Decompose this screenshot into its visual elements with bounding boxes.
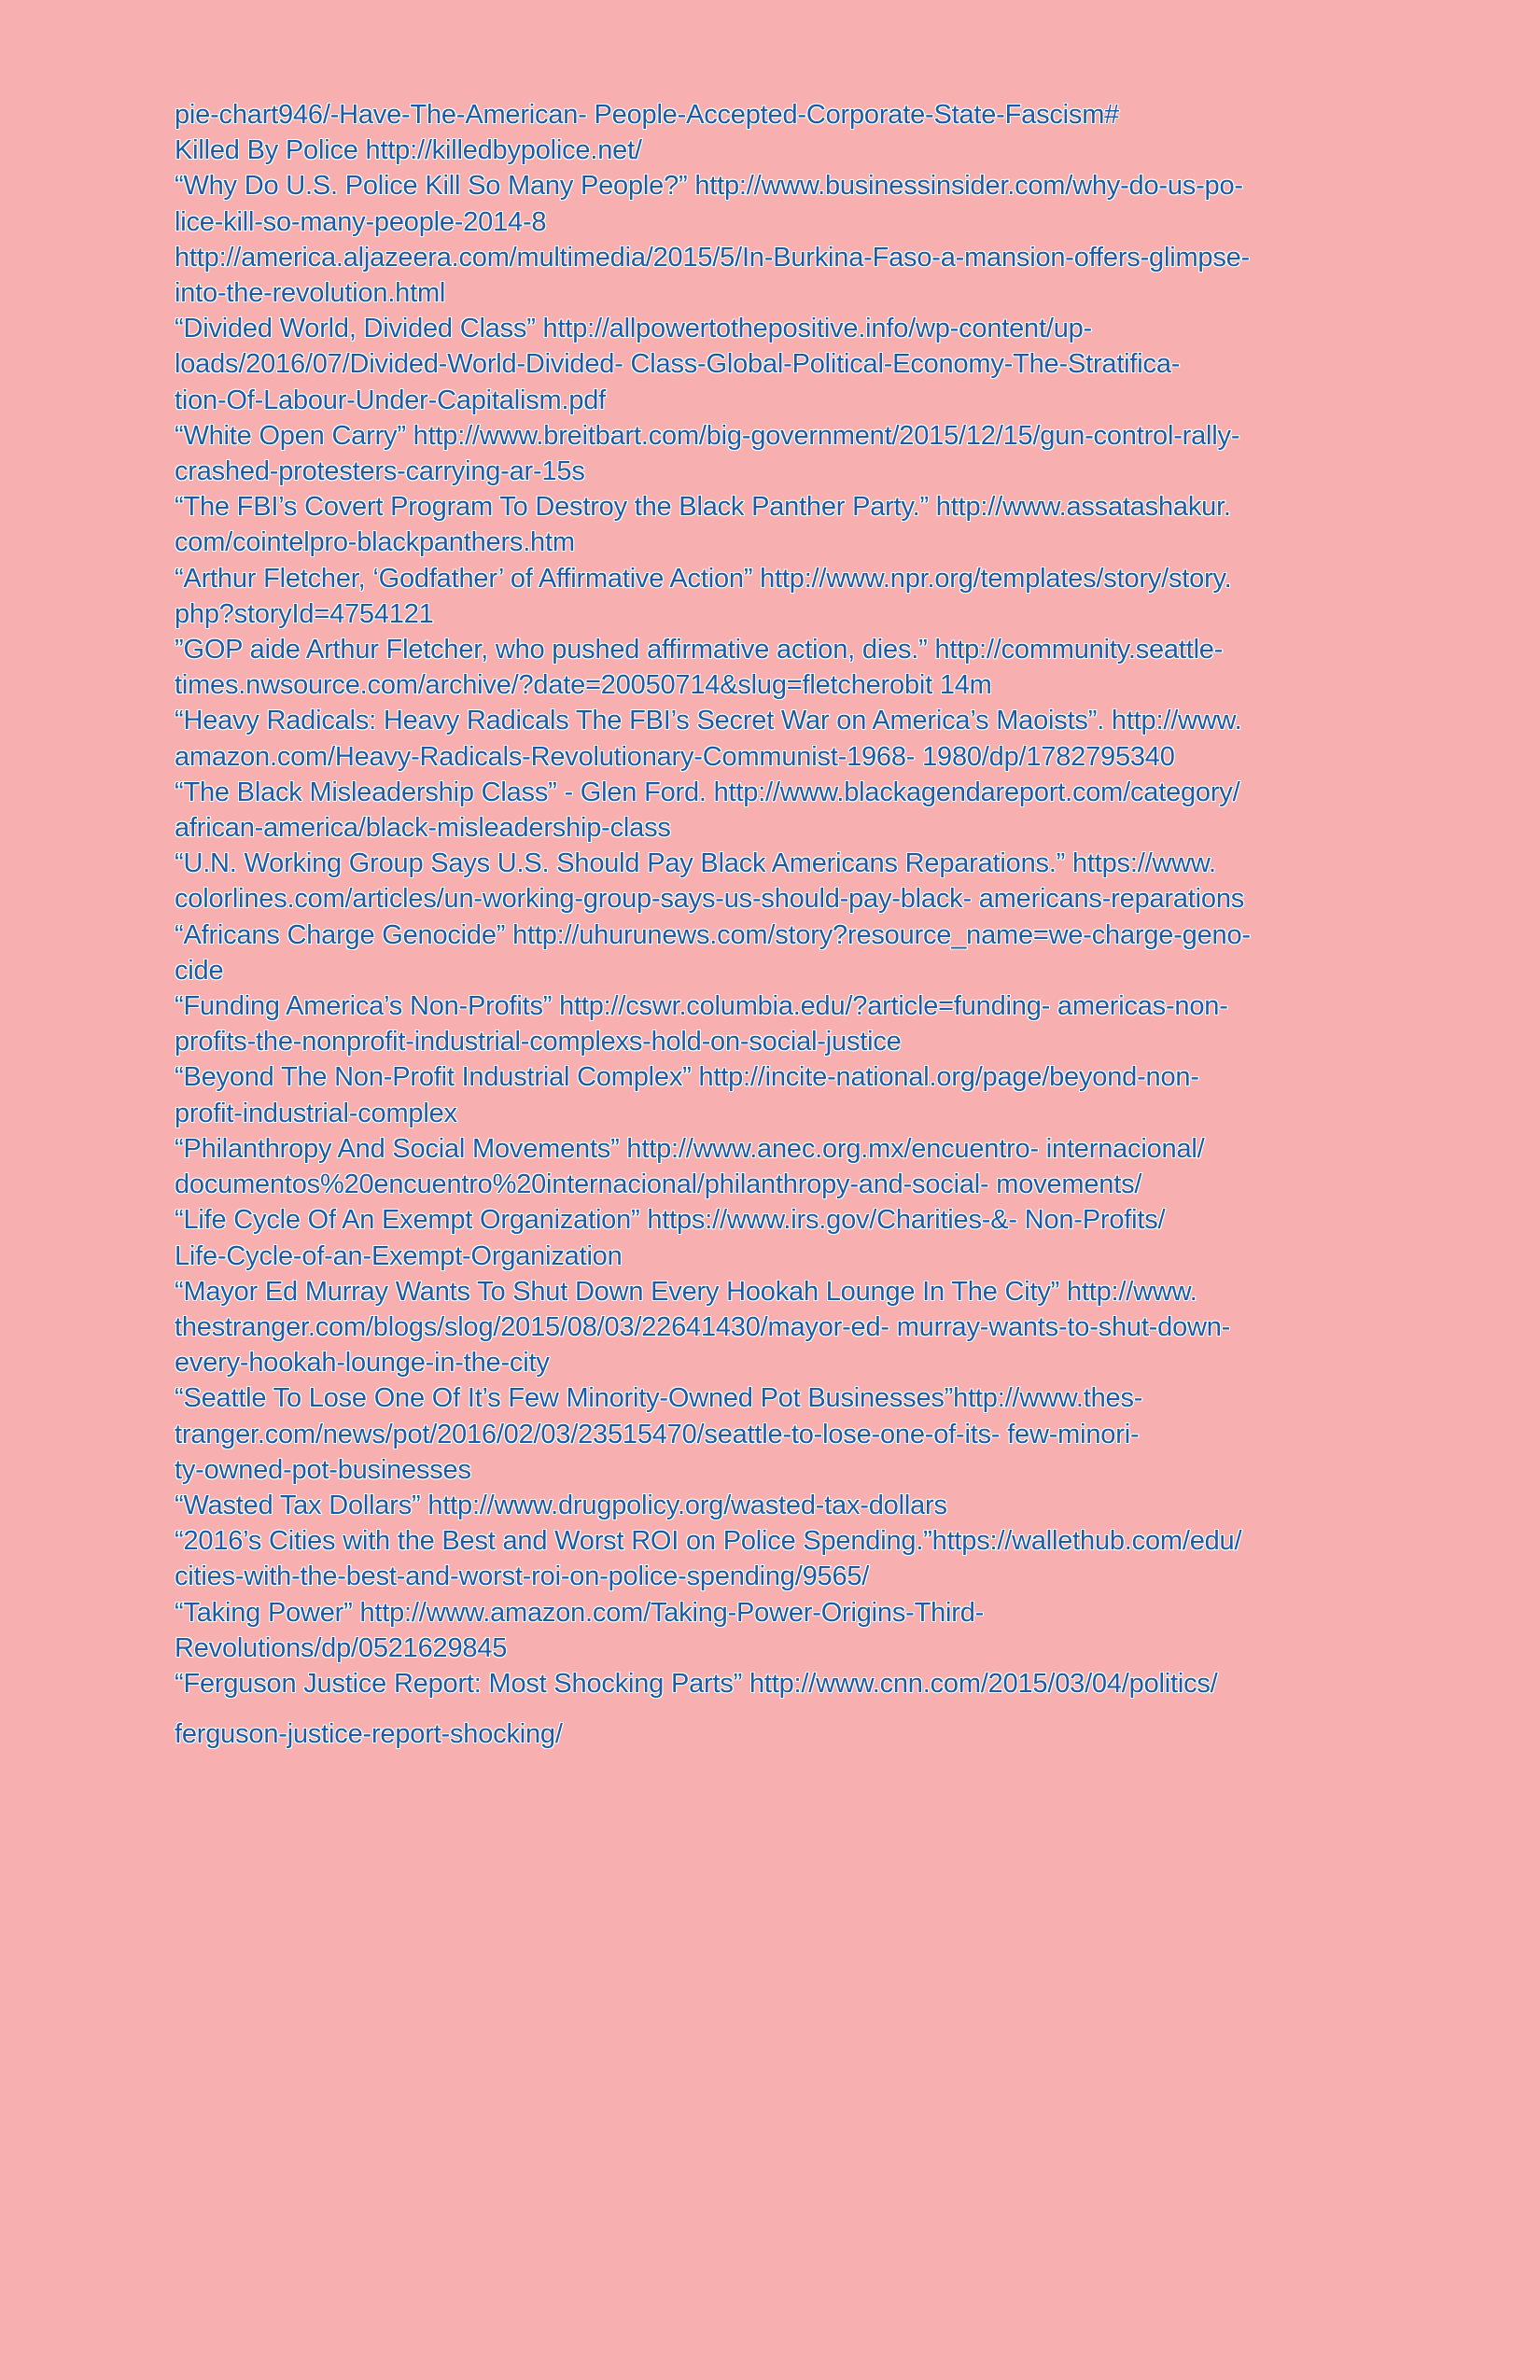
reference-line: ferguson-justice-report-shocking/ xyxy=(175,1719,563,1750)
reference-line: “Arthur Fletcher, ‘Godfather’ of Affirmative Action” http://www.npr.org/templates/story/story. xyxy=(175,563,1232,594)
reference-line: “Africans Charge Genocide” http://uhurunews.com/story?resource_name=we-charge-geno- xyxy=(175,919,1251,950)
reference-line: thestranger.com/blogs/slog/2015/08/03/22641430/mayor-ed- murray-wants-to-shut-down- xyxy=(175,1311,1231,1342)
reference-line: “Life Cycle Of An Exempt Organization” https://www.irs.gov/Charities-&- Non-Profits/ xyxy=(175,1205,1166,1236)
reference-line: php?storyId=4754121 xyxy=(175,598,434,629)
reference-line: “Ferguson Justice Report: Most Shocking Parts” http://www.cnn.com/2015/03/04/politics/ xyxy=(175,1668,1218,1699)
reference-line: loads/2016/07/Divided-World-Divided- Class-Global-Political-Economy-The-Stratifica- xyxy=(175,349,1181,380)
reference-line: african-america/black-misleadership-class xyxy=(175,813,671,844)
reference-line: “Mayor Ed Murray Wants To Shut Down Every Hookah Lounge In The City” http://www. xyxy=(175,1276,1197,1307)
reference-line: “Taking Power” http://www.amazon.com/Taking-Power-Origins-Third- xyxy=(175,1597,985,1628)
reference-line: colorlines.com/articles/un-working-group-says-us-should-pay-black- americans-reparations xyxy=(175,884,1245,915)
reference-line: ty-owned-pot-businesses xyxy=(175,1454,471,1485)
reference-line: “White Open Carry” http://www.breitbart.com/big-government/2015/12/15/gun-control-rally- xyxy=(175,420,1240,451)
reference-line: “The Black Misleadership Class” - Glen Ford. http://www.blackagendareport.com/category/ xyxy=(175,777,1240,807)
reference-line: “Why Do U.S. Police Kill So Many People?” http://www.businessinsider.com/why-do-us-po- xyxy=(175,171,1243,202)
reference-line: tion-Of-Labour-Under-Capitalism.pdf xyxy=(175,385,607,415)
reference-line: “Beyond The Non-Profit Industrial Complex” http://incite-national.org/page/beyond-non- xyxy=(175,1062,1199,1093)
reference-line: “The FBI’s Covert Program To Destroy the Black Panther Party.” http://www.assatashakur. xyxy=(175,492,1231,523)
reference-line: every-hookah-lounge-in-the-city xyxy=(175,1348,550,1379)
reference-line: into-the-revolution.html xyxy=(175,278,446,309)
reference-line: times.nwsource.com/archive/?date=20050714&slug=fletcherobit 14m xyxy=(175,670,992,701)
reference-line: “2016’s Cities with the Best and Worst ROI on Police Spending.”https://wallethub.com/edu/ xyxy=(175,1526,1242,1557)
reference-line: “Heavy Radicals: Heavy Radicals The FBI’s Secret War on America’s Maoists”. http://www. xyxy=(175,706,1242,736)
reference-line: http://america.aljazeera.com/multimedia/2015/5/In-Burkina-Faso-a-mansion-offers-glimpse- xyxy=(175,242,1251,273)
reference-list xyxy=(175,97,1425,1752)
reference-line: profit-industrial-complex xyxy=(175,1098,457,1128)
reference-line: “U.N. Working Group Says U.S. Should Pay Black Americans Reparations.” https://www. xyxy=(175,848,1216,879)
reference-line: lice-kill-so-many-people-2014-8 xyxy=(175,206,547,237)
reference-line: crashed-protesters-carrying-ar-15s xyxy=(175,456,585,487)
reference-line: “Wasted Tax Dollars” http://www.drugpolicy.org/wasted-tax-dollars xyxy=(175,1490,947,1520)
reference-line: profits-the-nonprofit-industrial-complexs-hold-on-social-justice xyxy=(175,1027,902,1057)
reference-line: com/cointelpro-blackpanthers.htm xyxy=(175,527,575,558)
reference-line: cities-with-the-best-and-worst-roi-on-police-spending/9565/ xyxy=(175,1561,870,1592)
reference-line: Revolutions/dp/0521629845 xyxy=(175,1632,508,1663)
reference-line: tranger.com/news/pot/2016/02/03/23515470/seattle-to-lose-one-of-its- few-minori- xyxy=(175,1419,1140,1449)
reference-line: “Seattle To Lose One Of It’s Few Minority-Owned Pot Businesses”http://www.thes- xyxy=(175,1383,1143,1414)
reference-line: cide xyxy=(175,955,224,986)
reference-line: “Philanthropy And Social Movements” http://www.anec.org.mx/encuentro- internacional/ xyxy=(175,1133,1205,1164)
reference-line: “Funding America’s Non-Profits” http://cswr.columbia.edu/?article=funding- americas-non- xyxy=(175,991,1228,1022)
reference-line: ”GOP aide Arthur Fletcher, who pushed affirmative action, dies.” http://community.seattle- xyxy=(175,635,1224,665)
reference-line: Life-Cycle-of-an-Exempt-Organization xyxy=(175,1240,623,1271)
references-page xyxy=(175,97,1425,1752)
reference-line: pie-chart946/-Have-The-American- People-Accepted-Corporate-State-Fascism# xyxy=(175,100,1120,130)
reference-line: “Divided World, Divided Class” http://allpowertothepositive.info/wp-content/up- xyxy=(175,314,1093,344)
reference-line: documentos%20encuentro%20internacional/philanthropy-and-social- movements/ xyxy=(175,1169,1142,1200)
reference-line: amazon.com/Heavy-Radicals-Revolutionary-Communist-1968- 1980/dp/1782795340 xyxy=(175,741,1175,772)
reference-line: Killed By Police http://killedbypolice.net/ xyxy=(175,135,642,166)
